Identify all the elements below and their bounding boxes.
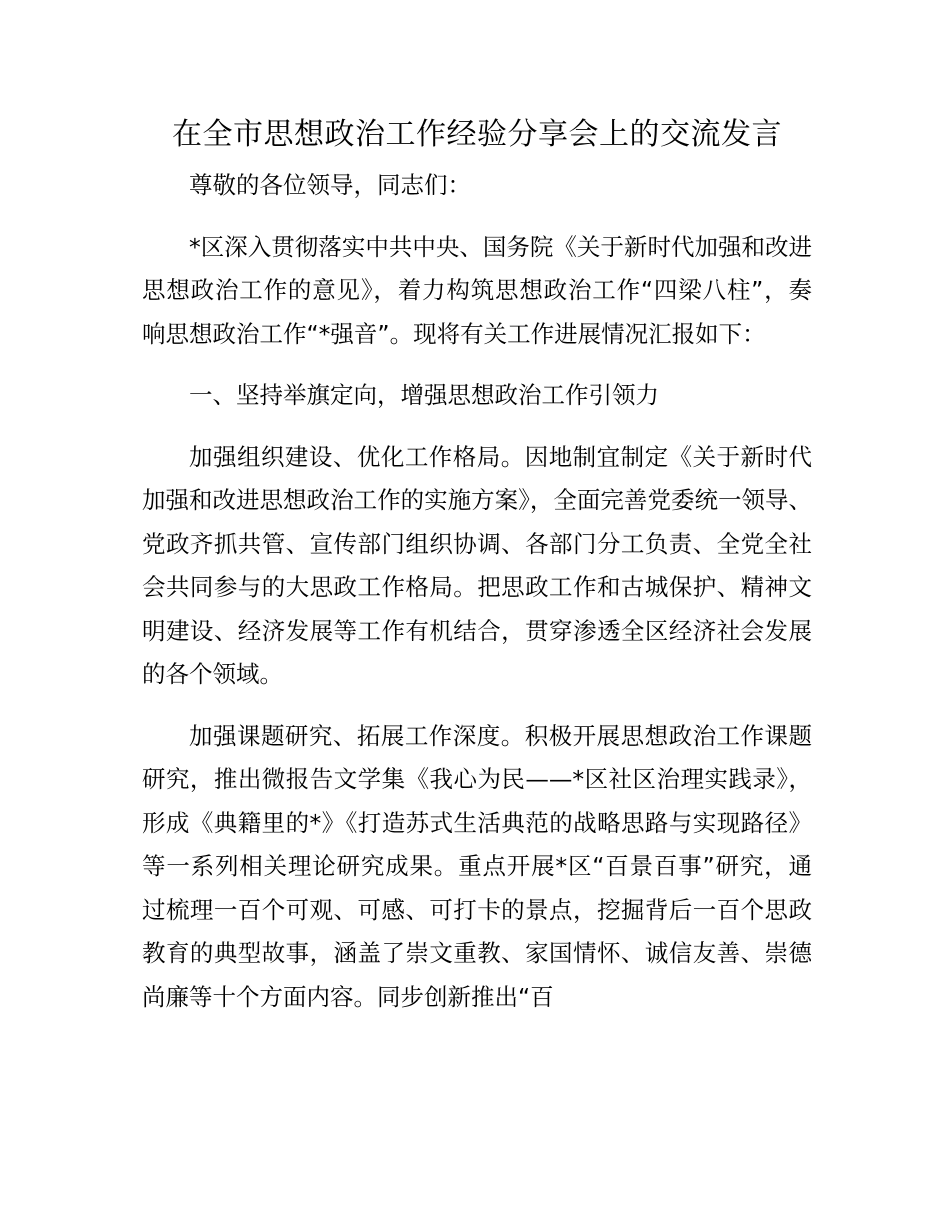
document-title: 在全市思想政治工作经验分享会上的交流发言	[172, 117, 782, 152]
section-heading: 一、坚持举旗定向，增强思想政治工作引领力	[189, 381, 659, 409]
body-paragraph: 加强课题研究、拓展工作深度。积极开展思想政治工作课题研究，推出微报告文学集《我心为民——*区社区治理实践录》，形成《典籍里的*》《打造苏式生活典范的战略思路与实现路径》等一系列相关理论研究成果。重点开展*区“百景百事”研究，通过梳理一百个可观、可感、可打卡的景点，挖掘背后一百个思政教育的典型故事，涵盖了崇文重教、家国情怀、诚信友善、崇德尚廉等十个方面内容。同步创新推出“百	[142, 721, 812, 1011]
intro-paragraph: *区深入贯彻落实中共中央、国务院《关于新时代加强和改进思想政治工作的意见》，着力构筑思想政治工作“四梁八柱”，奏响思想政治工作“*强音”。现将有关工作进展情况汇报如下：	[142, 232, 812, 348]
document-body	[142, 112, 812, 1019]
body-paragraph: 加强组织建设、优化工作格局。因地制宜制定《关于新时代加强和改进思想政治工作的实施方案》，全面完善党委统一领导、党政齐抓共管、宣传部门组织协调、各部门分工负责、全党全社会共同参与的大思政工作格局。把思政工作和古城保护、精神文明建设、经济发展等工作有机结合，贯穿渗透全区经济社会发展的各个领域。	[142, 442, 812, 688]
salutation-paragraph: 尊敬的各位领导，同志们：	[189, 171, 471, 199]
